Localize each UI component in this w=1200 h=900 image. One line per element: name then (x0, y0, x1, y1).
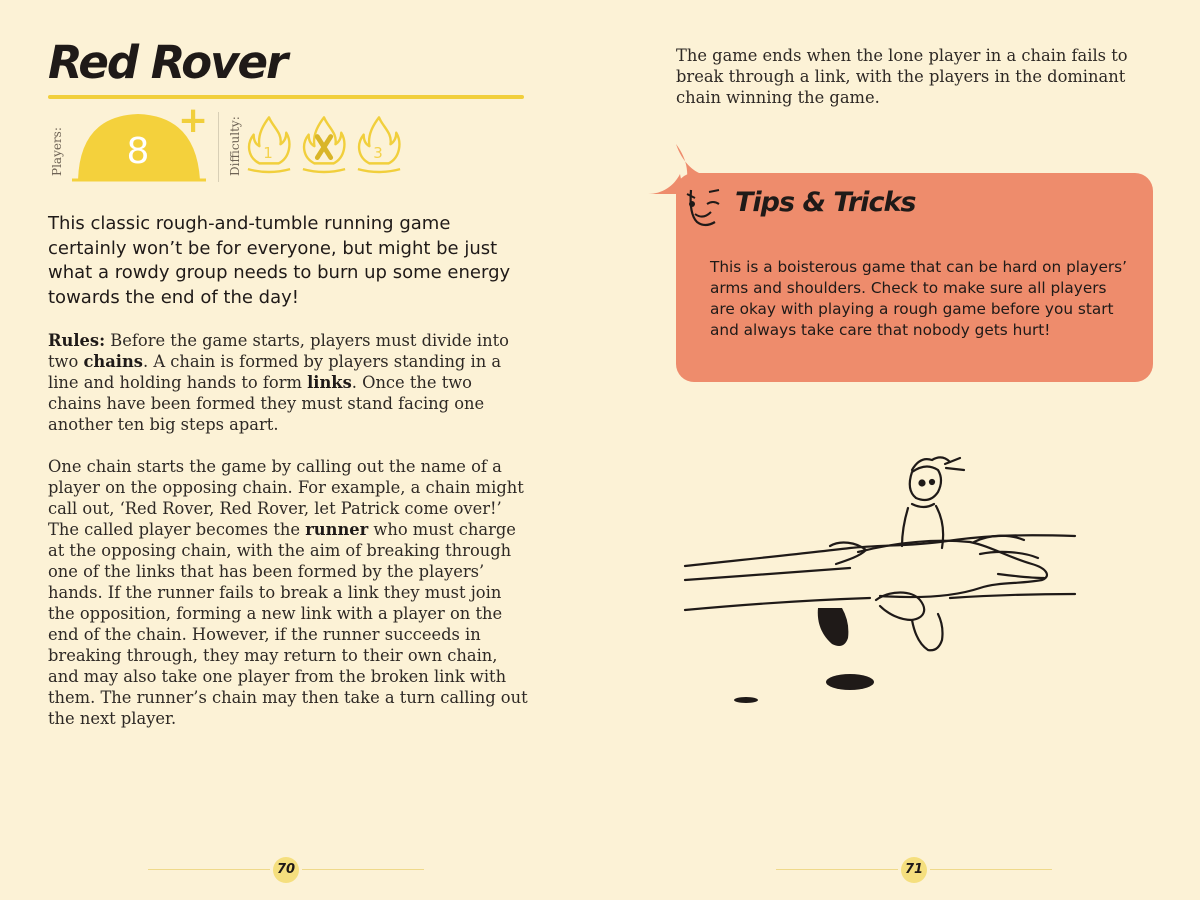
page-number: 70 (273, 857, 299, 883)
term-chains: chains (83, 352, 143, 371)
tips-title: Tips & Tricks (735, 187, 916, 218)
footer-line-left (148, 869, 270, 870)
runner-illustration (680, 450, 1080, 720)
players-plus-icon: + (178, 100, 209, 141)
footer-line-right (930, 869, 1052, 870)
flame-icon-2 (301, 114, 347, 184)
term-links: links (307, 373, 352, 392)
term-runner: runner (305, 520, 369, 539)
rules-label: Rules: (48, 331, 106, 350)
title-rule (48, 95, 524, 99)
difficulty-label: Difficulty: (228, 116, 242, 176)
footer-line-left (776, 869, 898, 870)
rules-text-3: . Once the two chains have been formed they must stand facing one another ten big steps apart. (48, 373, 485, 434)
footer-line-right (302, 869, 424, 870)
difficulty-level-1: 1 (263, 144, 273, 162)
divider (218, 112, 219, 182)
gameplay-paragraph (48, 456, 528, 729)
gameplay-text-2: who must charge at the opposing chain, with the aim of breaking through one of the links that has been formed by the players’ hands. If the runner fails to break a link they must join the opposition, forming a new link with a player on the end of the chain. However, if the runner succeeds in breaking through, they may return to their own chain, and may also take one player from the broken link with them. The runner’s chain may then take a turn calling out the next player. (48, 520, 528, 728)
ending-paragraph: The game ends when the lone player in a chain fails to break through a link, with the players in the dominant chain winning the game. (676, 46, 1128, 107)
gameplay-text-1: One chain starts the game by calling out the name of a player on the opposing chain. For example, a chain might call out, ‘Red Rover, Red Rover, let Patrick come over!’ The called player becomes the (48, 457, 524, 539)
players-label: Players: (50, 127, 64, 176)
rules-text-2: . A chain is formed by players standing in a line and holding hands to form (48, 352, 502, 392)
page-number: 71 (901, 857, 927, 883)
rules-paragraph (48, 330, 528, 435)
rules-text-1: Before the game starts, players must divide into two (48, 331, 509, 371)
intro-text: This classic rough-and-tumble running game certainly won’t be for everyone, but might be just what a rowdy group needs to burn up some energy towards the end of the day! (48, 213, 511, 308)
winking-face-icon (683, 184, 727, 230)
right-page (600, 0, 1200, 900)
difficulty-level-3: 3 (373, 144, 383, 162)
selected-mark-icon (317, 137, 330, 158)
tips-text: This is a boisterous game that can be hard on players’ arms and shoulders. Check to make sure all players are okay with playing a rough game before you start and always take care that nobody gets hurt! (710, 258, 1127, 339)
players-count: 8 (126, 131, 150, 172)
page-title: Red Rover (48, 36, 287, 89)
